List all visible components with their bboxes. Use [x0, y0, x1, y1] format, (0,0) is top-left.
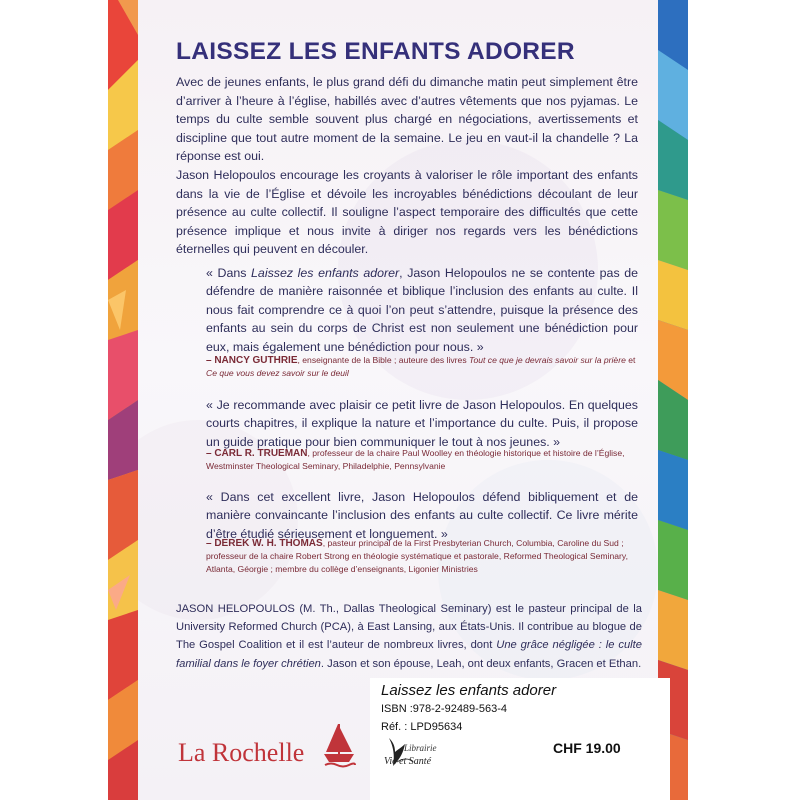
sticker-title: Laissez les enfants adorer	[381, 682, 557, 699]
endorsement-attribution	[206, 354, 638, 380]
description-paragraph: Jason Helopoulos encourage les croyants à valoriser le rôle important des enfants dans la vie de l’Église et dévoile les incroyables bénédictions découlant de leur présence au culte collectif. Il souligne l’aspect temporaire des difficultés que cette présence implique et nous invite à diriger nos regards vers les bénédictions éternelles qui peuvent en découler.	[176, 168, 638, 257]
endorser-name: – CARL R. TRUEMAN	[206, 448, 308, 459]
ship-logo-icon	[322, 722, 356, 768]
endorsement-quote: « Dans cet excellent livre, Jason Helopoulos défend bibliquement et de manière convaincante l’inclusion des enfants au culte collectif. Ce livre mérite d’être étudié sérieusement et longuement. »	[206, 490, 638, 541]
endorser-name: – NANCY GUTHRIE	[206, 355, 298, 366]
bio-text: . Jason et son épouse, Leah, ont deux enfants, Gracen et Ethan.	[320, 657, 642, 670]
endorser-name: – DEREK W. H. THOMAS	[206, 538, 323, 549]
endorsement-attribution	[206, 447, 638, 473]
quote-text: , Jason Helopoulos ne se contente pas de défendre de manière raisonnée et biblique l’inclusion des enfants au culte. Il nous fait comprendre ce à quoi l’on peut s’attendre, puisque la présence des enfants au sein du corps de Christ est non seulement une bénédiction pour eux, mais également une bénédiction pour nous. »	[206, 266, 639, 354]
endorser-role: , professeur de la chaire Paul Woolley en théologie historique et histoire de l’Église, Westminster Theological Seminary, Philadelphie, Pennsylvanie	[206, 448, 625, 471]
endorser-book: Tout ce que je devrais savoir sur la prière	[469, 355, 626, 365]
left-stained-glass-border	[108, 0, 138, 800]
endorser-book: Ce que vous devez savoir sur le deuil	[206, 368, 349, 378]
description-paragraph: Avec de jeunes enfants, le plus grand défi du dimanche matin peut simplement être d’arriver à l’heure à l’église, habillés avec d’autres vêtements que nos pyjamas. Le temps du culte semble souvent plus chargé en négociations, avertissements et discipline que tout autre moment de la semaine. Le jeu en vaut-il la chandelle ? La réponse est oui.	[176, 75, 638, 164]
sticker-price: CHF 19.00	[553, 740, 621, 756]
endorsement-quote: « Je recommande avec plaisir ce petit livre de Jason Helopoulos. En quelques courts chapitres, il explique la nature et l’importance du culte. Puis, il propose un guide pratique pour bien communiquer le tout à nos jeunes. »	[206, 398, 638, 449]
endorser-role: et	[625, 355, 636, 365]
bio-text: JASON HELOPOULOS (M. Th., Dallas Theological Seminary) est le pasteur principal de la University Reformed Church (PCA), à East Lansing, aux États-Unis. Il contribue au blogue de The Gospel Coalition et il est l’auteur de nombreux livres, dont	[176, 603, 642, 652]
sticker-reference: Réf. : LPD95634	[381, 721, 463, 733]
bookstore-name-line1: Librairie	[404, 743, 437, 753]
endorser-role: , pasteur principal de la First Presbyterian Church, Columbia, Caroline du Sud ; professeur de la chaire Robert Strong en théologie systématique et pastorale, Reformed Theological Seminary, Atlanta, Géorgie ; membre du collège d’enseignants, Ligonier Ministries	[206, 538, 628, 574]
publisher-name: La Rochelle	[178, 738, 305, 767]
bookstore-logo-icon	[383, 732, 458, 776]
quote-book-title: Laissez les enfants adorer	[251, 266, 400, 280]
bookstore-name-line2: Vie et Santé	[384, 756, 432, 767]
sticker-isbn: ISBN :978-2-92489-563-4	[381, 703, 507, 715]
author-bio	[176, 600, 642, 673]
endorsement-attribution	[206, 537, 638, 576]
book-title: LAISSEZ LES ENFANTS ADORER	[176, 38, 575, 65]
endorser-role: , enseignante de la Bible ; auteure des livres	[297, 355, 470, 365]
bio-book-title: Une grâce négligée : le culte familial dans le foyer chrétien	[176, 639, 642, 670]
quote-text: « Dans	[206, 266, 252, 280]
endorsement-quote	[206, 264, 638, 356]
